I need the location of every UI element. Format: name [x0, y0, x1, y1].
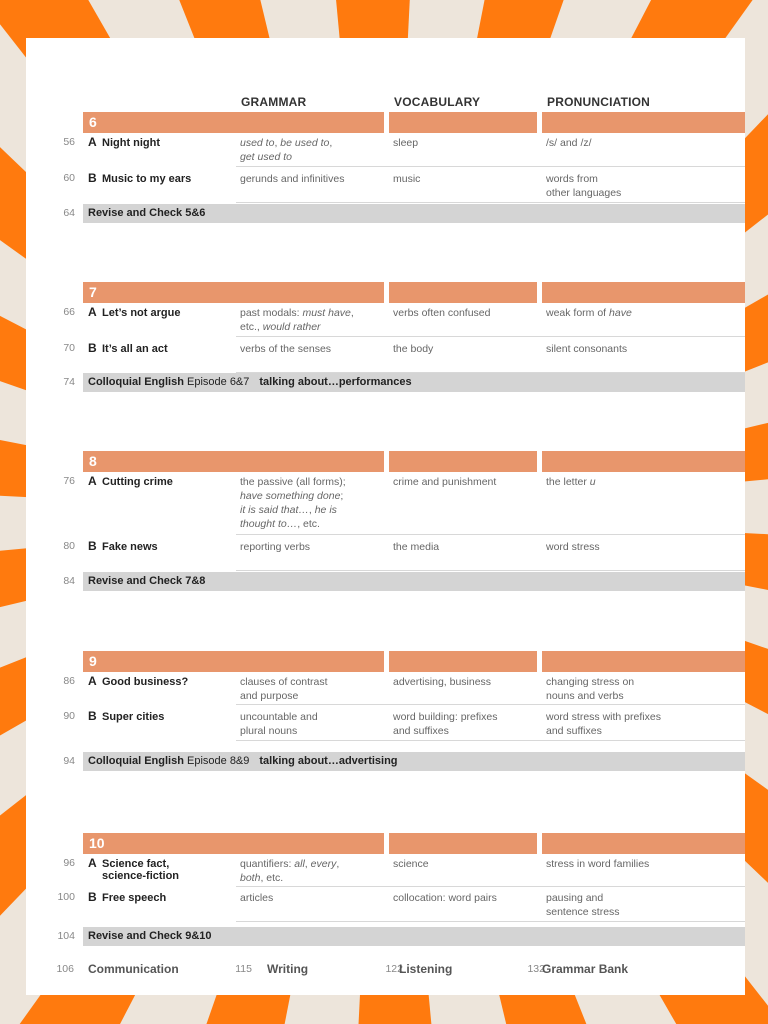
- header-vocabulary: VOCABULARY: [394, 95, 481, 109]
- vocabulary-cell: crime and punishment: [393, 476, 497, 488]
- pronunciation-cell: word stress with prefixes and suffixes: [546, 711, 661, 737]
- grammar-cell: quantifiers: all, every, both, etc.: [240, 858, 340, 884]
- review-title[interactable]: [88, 572, 205, 591]
- lesson-letter: B: [88, 709, 97, 723]
- unit-column-bar: [389, 451, 537, 472]
- footer-section-link[interactable]: Writing: [267, 962, 309, 976]
- grammar-cell: reporting verbs: [240, 541, 311, 553]
- lesson-letter: A: [88, 856, 97, 870]
- lesson-title-text: Super cities: [102, 711, 165, 723]
- unit-column-bar: [236, 833, 384, 854]
- lesson-title[interactable]: [88, 171, 191, 185]
- grammar-cell: articles: [240, 892, 274, 904]
- review-page-number: 94: [63, 755, 75, 767]
- vocabulary-cell: music: [393, 173, 421, 185]
- row-divider: [236, 534, 745, 535]
- lesson-page-number: 100: [57, 891, 75, 903]
- review-title[interactable]: [88, 204, 205, 223]
- lesson-title[interactable]: [88, 341, 168, 355]
- lesson-page-number: 60: [63, 172, 75, 184]
- lesson-title-text: Cutting crime: [102, 476, 173, 488]
- pronunciation-cell: stress in word families: [546, 858, 650, 870]
- unit-number-bar: [83, 833, 258, 854]
- row-divider: [236, 740, 745, 741]
- lesson-page-number: 70: [63, 342, 75, 354]
- lesson-title-text: Night night: [102, 137, 161, 149]
- lesson-title[interactable]: [88, 305, 180, 319]
- lesson-title[interactable]: [88, 135, 160, 149]
- unit-number-bar: [83, 651, 258, 672]
- vocabulary-cell: advertising, business: [393, 676, 492, 688]
- lesson-page-number: 96: [63, 857, 75, 869]
- row-divider: [236, 921, 745, 922]
- row-divider: [236, 704, 745, 705]
- lesson-letter: A: [88, 474, 97, 488]
- lesson-letter: A: [88, 135, 97, 149]
- lesson-title-text: Let’s not argue: [102, 307, 181, 319]
- row-divider: [236, 166, 745, 167]
- unit-column-bar: [236, 451, 384, 472]
- review-title-bold: Colloquial English: [88, 755, 184, 767]
- lesson-page-number: 90: [63, 710, 75, 722]
- lesson-title[interactable]: [88, 674, 188, 688]
- footer-page-number: 122: [385, 963, 403, 975]
- grammar-cell: the passive (all forms); have something done; it is said that…, he is thought to…, etc.: [240, 476, 346, 530]
- review-title-bold: Revise and Check 5&6: [88, 207, 206, 219]
- unit-number: 6: [89, 114, 97, 130]
- pronunciation-cell: pausing and sentence stress: [546, 892, 620, 918]
- unit-number: 10: [89, 835, 105, 851]
- grammar-cell: uncountable and plural nouns: [240, 711, 318, 737]
- row-divider: [236, 570, 745, 571]
- unit-number-bar: [83, 282, 258, 303]
- unit-column-bar: [236, 651, 384, 672]
- lesson-title[interactable]: [88, 856, 179, 882]
- pronunciation-cell: changing stress on nouns and verbs: [546, 676, 635, 702]
- header-grammar: GRAMMAR: [241, 95, 307, 109]
- pronunciation-cell: weak form of have: [546, 307, 632, 319]
- lesson-title-text: Science fact,: [102, 858, 170, 870]
- lesson-letter: B: [88, 890, 97, 904]
- unit-number: 8: [89, 453, 97, 469]
- unit-column-bar: [542, 282, 745, 303]
- review-title-bold: Revise and Check 9&10: [88, 930, 212, 942]
- review-talk-topic: talking about…advertising: [259, 755, 398, 767]
- unit-column-bar: [389, 282, 537, 303]
- review-title[interactable]: [88, 752, 398, 771]
- review-page-number: 104: [57, 930, 75, 942]
- unit-number-bar: [83, 451, 258, 472]
- lesson-title-text: Free speech: [102, 892, 167, 904]
- lesson-page-number: 76: [63, 475, 75, 487]
- lesson-page-number: 56: [63, 136, 75, 148]
- lesson-letter: B: [88, 341, 97, 355]
- pronunciation-cell: the letter u: [546, 476, 596, 488]
- unit-column-bar: [236, 282, 384, 303]
- lesson-letter: B: [88, 171, 97, 185]
- unit-column-bar: [389, 651, 537, 672]
- lesson-page-number: 66: [63, 306, 75, 318]
- review-page-number: 74: [63, 376, 75, 388]
- pronunciation-cell: word stress: [546, 541, 600, 553]
- row-divider: [236, 886, 745, 887]
- lesson-title[interactable]: [88, 474, 173, 488]
- unit-number-bar: [83, 112, 258, 133]
- unit-number: 9: [89, 653, 97, 669]
- unit-column-bar: [389, 112, 537, 133]
- footer-section-link[interactable]: Listening: [399, 962, 453, 976]
- vocabulary-cell: the body: [393, 343, 434, 355]
- lesson-title[interactable]: [88, 709, 164, 723]
- grammar-cell: gerunds and infinitives: [240, 173, 345, 185]
- review-talk-topic: talking about…performances: [259, 376, 412, 388]
- lesson-letter: A: [88, 305, 97, 319]
- header-pronunciation: PRONUNCIATION: [547, 95, 651, 109]
- footer-section-link[interactable]: Communication: [88, 962, 179, 976]
- unit-column-bar: [542, 451, 745, 472]
- lesson-page-number: 86: [63, 675, 75, 687]
- lesson-title-text: Fake news: [102, 541, 158, 553]
- footer-section-link[interactable]: Grammar Bank: [542, 962, 629, 976]
- lesson-title-text: It’s all an act: [102, 343, 168, 355]
- row-divider: [236, 202, 745, 203]
- pronunciation-cell: words from other languages: [546, 173, 622, 199]
- unit-column-bar: [542, 833, 745, 854]
- review-title-episode: Episode 8&9: [183, 755, 250, 767]
- review-title-bold: Revise and Check 7&8: [88, 575, 206, 587]
- row-divider: [236, 336, 745, 337]
- lesson-title[interactable]: [88, 539, 158, 553]
- vocabulary-cell: sleep: [393, 137, 419, 149]
- lesson-title-text-line2: science-fiction: [102, 870, 180, 882]
- lesson-title[interactable]: [88, 890, 166, 904]
- vocabulary-cell: the media: [393, 541, 440, 553]
- lesson-letter: B: [88, 539, 97, 553]
- review-title-episode: Episode 6&7: [183, 376, 250, 388]
- review-page-number: 64: [63, 207, 75, 219]
- footer-page-number: 115: [235, 963, 252, 975]
- contents-page: [26, 38, 745, 995]
- review-title[interactable]: [88, 373, 412, 392]
- review-title-bold: Colloquial English: [88, 376, 184, 388]
- lesson-letter: A: [88, 674, 97, 688]
- pronunciation-cell: silent consonants: [546, 343, 628, 355]
- review-title[interactable]: [88, 927, 212, 946]
- unit-column-bar: [542, 651, 745, 672]
- lesson-page-number: 80: [63, 540, 75, 552]
- vocabulary-cell: science: [393, 858, 429, 870]
- unit-column-bar: [542, 112, 745, 133]
- unit-number: 7: [89, 284, 97, 300]
- unit-column-bar: [389, 833, 537, 854]
- grammar-cell: clauses of contrast and purpose: [240, 676, 328, 702]
- vocabulary-cell: collocation: word pairs: [393, 892, 497, 904]
- pronunciation-cell: /s/ and /z/: [546, 137, 592, 149]
- lesson-title-text: Good business?: [102, 676, 189, 688]
- footer-page-number: 106: [56, 963, 74, 975]
- unit-column-bar: [236, 112, 384, 133]
- review-page-number: 84: [63, 575, 75, 587]
- vocabulary-cell: word building: prefixes and suffixes: [393, 711, 498, 737]
- footer-page-number: 132: [527, 963, 545, 975]
- grammar-cell: past modals: must have, etc., would rather: [240, 307, 354, 333]
- lesson-title-text: Music to my ears: [102, 173, 192, 185]
- grammar-cell: verbs of the senses: [240, 343, 332, 355]
- grammar-cell: used to, be used to, get used to: [240, 137, 333, 163]
- vocabulary-cell: verbs often confused: [393, 307, 491, 319]
